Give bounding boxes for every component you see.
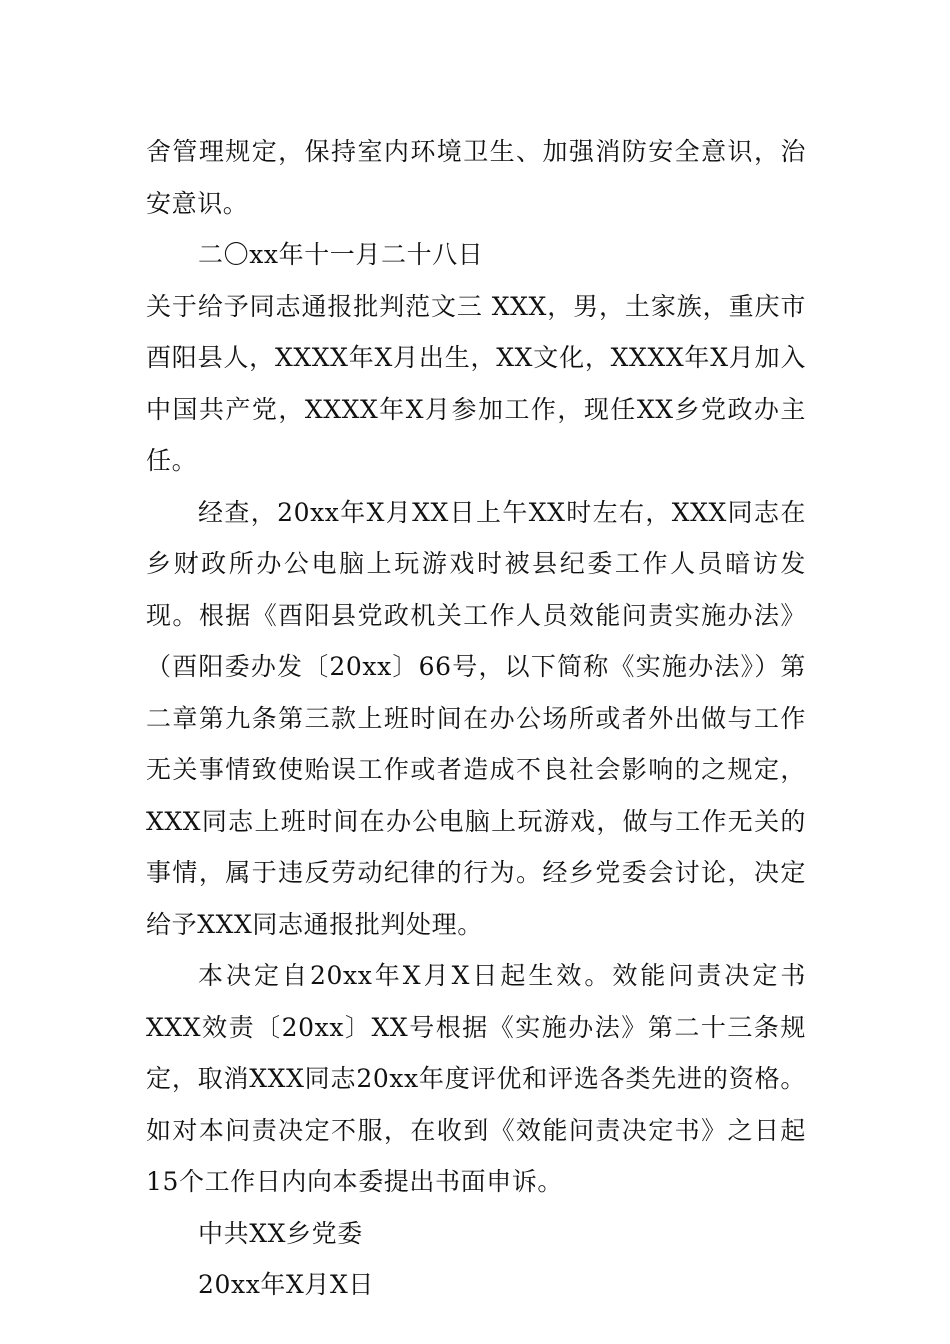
paragraph-issuer: 中共XX乡党委 xyxy=(198,1218,363,1248)
paragraph-date-1: 二〇xx年十一月二十八日 xyxy=(198,240,484,269)
paragraph-investigation: 经查，20xx年X月XX日上午XX时左右，XXX同志在乡财政所办公电脑上玩游戏时被县纪委工作人员暗访发现。根据《酉阳县党政机关工作人员效能问责实施办法》（酉阳委办发〔20xx〕66号，以下简称《实施办法》）第二章第九条第三款上班时间在办公场所或者外出做与工作无关事情致使贻误工作或者造成不良社会影响的之规定，XXX同志上班时间在办公电脑上玩游戏，做与工作无关的事情，属于违反劳动纪律的行为。经乡党委会讨论，决定给予XXX同志通报批判处理。 xyxy=(146,497,806,939)
document-body xyxy=(146,126,806,1311)
paragraph-decision-effective: 本决定自20xx年X月X日起生效。效能问责决定书XXX效责〔20xx〕XX号根据《实施办法》第二十三条规定，取消XXX同志20xx年度评优和评选各类先进的资格。如对本问责决定不服，在收到《效能问责决定书》之日起15个工作日内向本委提出书面申诉。 xyxy=(146,961,806,1196)
paragraph-sample-three-intro: 关于给予同志通报批判范文三 XXX，男，土家族，重庆市酉阳县人，XXXX年X月出生，XX文化，XXXX年X月加入中国共产党，XXXX年X月参加工作，现任XX乡党政办主任。 xyxy=(146,291,806,475)
paragraph-date-2: 20xx年X月X日 xyxy=(198,1270,375,1299)
paragraph-dorm-rules-end: 舍管理规定，保持室内环境卫生、加强消防安全意识，治安意识。 xyxy=(146,137,806,218)
